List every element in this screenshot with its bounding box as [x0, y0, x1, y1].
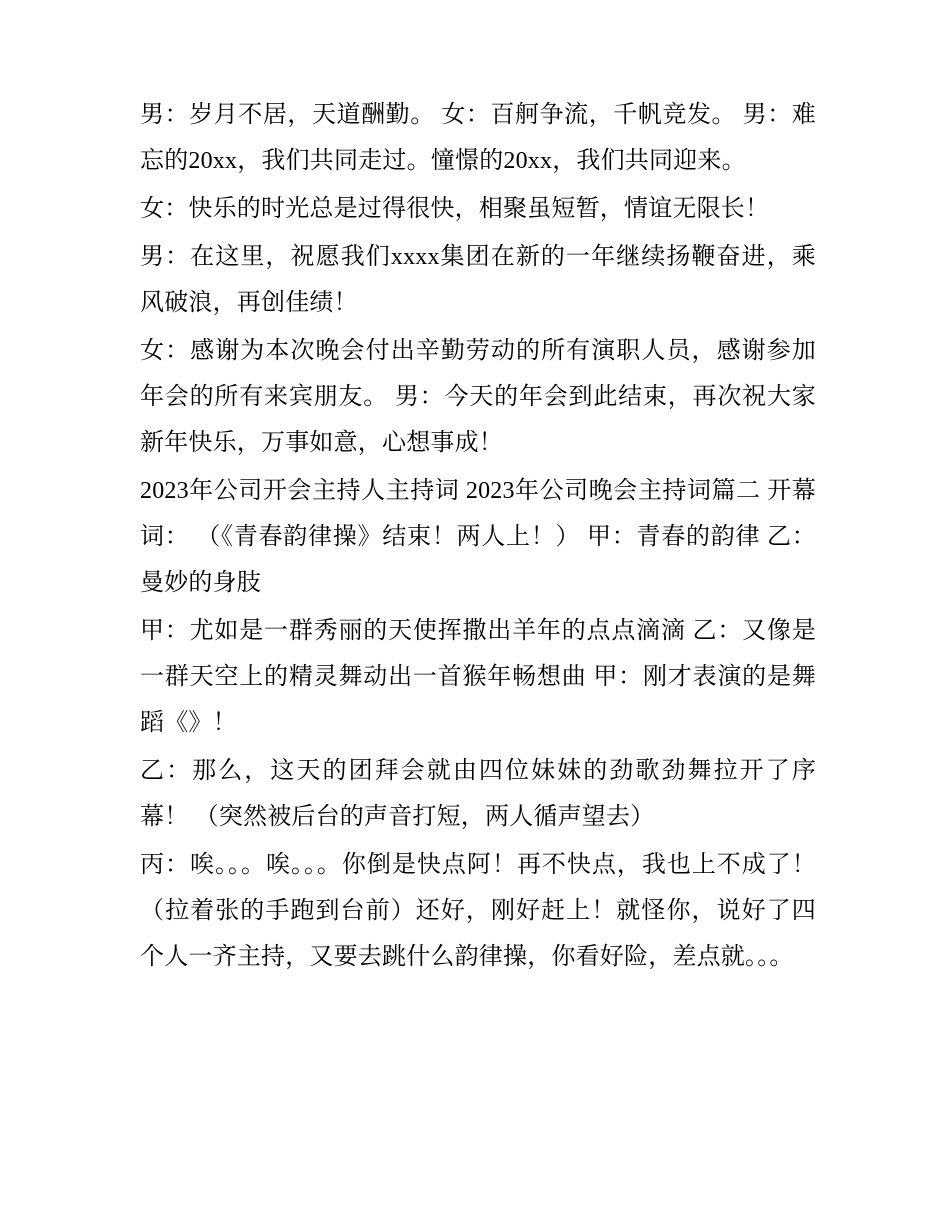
paragraph: 乙：那么，这天的团拜会就由四位妹妹的劲歌劲舞拉开了序幕！ （突然被后台的声音打短，两人循声望去）: [140, 758, 816, 830]
paragraph: 丙：唉。。。唉。。。你倒是快点阿！再不快点，我也上不成了！（拉着张的手跑到台前）还好，刚好赶上！就怪你，说好了四个人一齐主持，又要去跳什么韵律操，你看好险，差点就。。。: [140, 852, 816, 970]
paragraph: 甲：尤如是一群秀丽的天使挥撒出羊年的点点滴滴 乙：又像是一群天空上的精灵舞动出一首猴年畅想曲 甲：刚才表演的是舞蹈《》！: [140, 618, 816, 736]
paragraph: 2023年公司开会主持人主持词 2023年公司晚会主持词篇二 开幕词： （《青春韵律操》结束！两人上！） 甲：青春的韵律 乙：曼妙的身肢: [140, 478, 816, 596]
paragraph: 女：感谢为本次晚会付出辛勤劳动的所有演职人员，感谢参加年会的所有来宾朋友。 男：今天的年会到此结束，再次祝大家新年快乐，万事如意，心想事成！: [140, 338, 816, 456]
paragraph: 男：岁月不居，天道酬勤。 女：百舸争流，千帆竞发。 男：难忘的20xx，我们共同走过。憧憬的20xx，我们共同迎来。: [140, 102, 816, 174]
document-body: [140, 92, 816, 982]
paragraph: 男：在这里，祝愿我们xxxx集团在新的一年继续扬鞭奋进，乘风破浪，再创佳绩！: [140, 244, 816, 316]
paragraph: 女：快乐的时光总是过得很快，相聚虽短暂，情谊无限长！: [140, 196, 770, 222]
